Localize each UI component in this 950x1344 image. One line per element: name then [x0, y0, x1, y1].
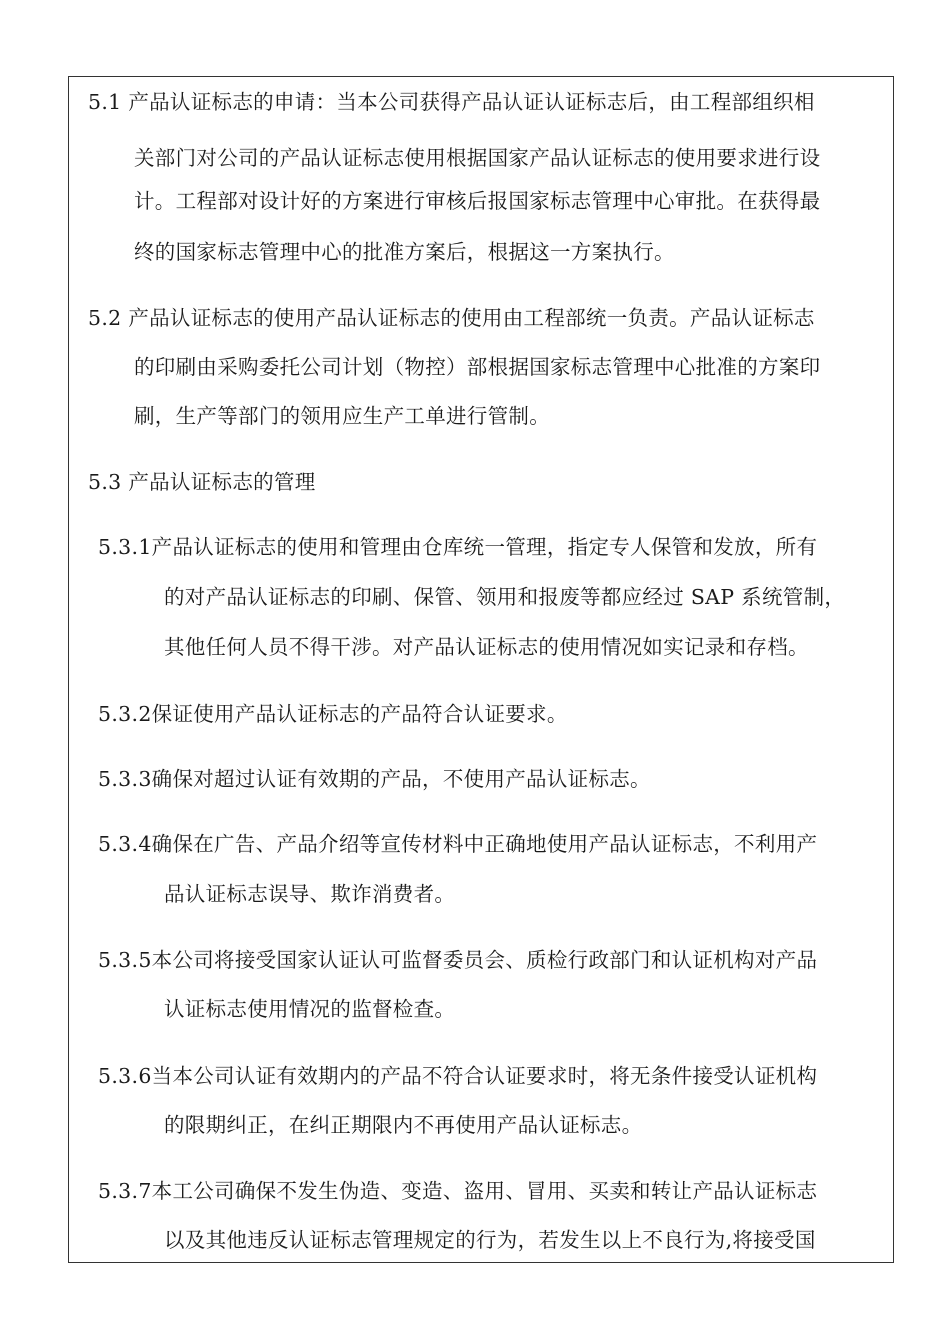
section-5-3-4-line-1: 5.3.4确保在广告、产品介绍等宣传材料中正确地使用产品认证标志，不利用产 [98, 832, 818, 856]
section-5-1-line-2: 关部门对公司的产品认证标志使用根据国家产品认证标志的使用要求进行设 [134, 146, 821, 170]
section-5-3-6-line-2: 的限期纠正，在纠正期限内不再使用产品认证标志。 [164, 1113, 643, 1137]
section-5-3-2-line-1: 5.3.2保证使用产品认证标志的产品符合认证要求。 [98, 702, 568, 726]
section-5-1-line-1: 5.1 产品认证标志的申请：当本公司获得产品认证认证标志后，由工程部组织相 [88, 90, 815, 114]
section-5-1-line-4: 终的国家标志管理中心的批准方案后，根据这一方案执行。 [134, 240, 675, 264]
section-5-3-7-line-2: 以及其他违反认证标志管理规定的行为，若发生以上不良行为,将接受国 [164, 1228, 816, 1252]
section-5-3-3-line-1: 5.3.3确保对超过认证有效期的产品，不使用产品认证标志。 [98, 767, 651, 791]
section-5-3-7-line-1: 5.3.7本工公司确保不发生伪造、变造、盗用、冒用、买卖和转让产品认证标志 [98, 1179, 818, 1203]
section-5-3-5-line-2: 认证标志使用情况的监督检查。 [164, 997, 456, 1021]
section-5-1-line-3: 计。工程部对设计好的方案进行审核后报国家标志管理中心审批。在获得最 [134, 189, 821, 213]
section-5-2-line-2: 的印刷由采购委托公司计划（物控）部根据国家标志管理中心批准的方案印 [134, 355, 821, 379]
section-5-2-line-1: 5.2 产品认证标志的使用产品认证标志的使用由工程部统一负责。产品认证标志 [88, 306, 815, 330]
section-5-3-1-line-2: 的对产品认证标志的印刷、保管、领用和报废等都应经过 SAP 系统管制， [164, 585, 846, 609]
section-5-3-1-line-1: 5.3.1产品认证标志的使用和管理由仓库统一管理，指定专人保管和发放，所有 [98, 535, 818, 559]
section-5-3-4-line-2: 品认证标志误导、欺诈消费者。 [164, 882, 456, 906]
section-5-3-1-line-3: 其他任何人员不得干涉。对产品认证标志的使用情况如实记录和存档。 [164, 635, 809, 659]
section-5-3-heading: 5.3 产品认证标志的管理 [88, 470, 316, 494]
section-5-3-6-line-1: 5.3.6当本公司认证有效期内的产品不符合认证要求时，将无条件接受认证机构 [98, 1064, 818, 1088]
section-5-3-5-line-1: 5.3.5本公司将接受国家认证认可监督委员会、质检行政部门和认证机构对产品 [98, 948, 818, 972]
section-5-2-line-3: 刷，生产等部门的领用应生产工单进行管制。 [134, 404, 550, 428]
